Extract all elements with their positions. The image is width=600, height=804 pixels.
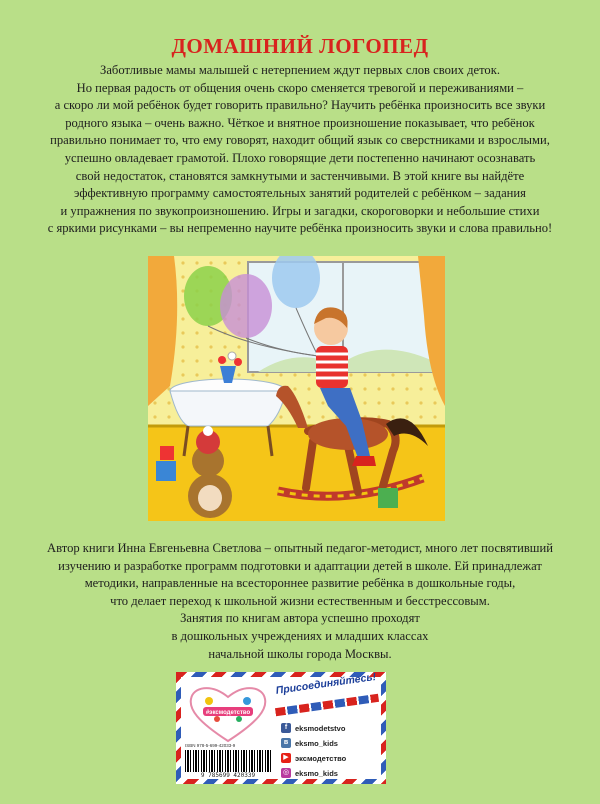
author-line: в дошкольных учреждениях и младших классах: [171, 628, 429, 643]
illustration-boy-rocking-horse: [148, 256, 445, 521]
author-text: [40, 540, 560, 663]
book-title: ДОМАШНИЙ ЛОГОПЕД: [171, 34, 429, 58]
author-line: Автор книги Инна Евгеньевна Светлова – опытный педагог-методист, много лет посвятивший: [47, 541, 553, 555]
join-label: Присоединяйтесь!: [275, 670, 377, 697]
social-link-instagram[interactable]: [281, 766, 381, 780]
youtube-icon: ▶: [281, 753, 291, 763]
intro-line: с яркими рисунками – вы непременно научите ребёнка произносить звуки и слова правильно!: [47, 221, 553, 236]
author-line: что делает переход к школьной жизни естественным и бесстрессовым.: [110, 593, 490, 608]
barcode: [185, 750, 271, 772]
heart-logo: [187, 683, 269, 751]
social-label: eksmo_kids: [295, 768, 338, 778]
facebook-icon: f: [281, 723, 291, 733]
social-label: eksmodetstvo: [295, 723, 346, 733]
publisher-sticker: [176, 672, 386, 784]
social-label: эксмодетство: [295, 753, 347, 763]
heart-label: #эксмодетство: [205, 710, 251, 716]
social-links: [281, 721, 381, 781]
intro-line: а скоро ли мой ребёнок будет говорить правильно? Научить ребёнка произносить все звуки: [54, 98, 546, 113]
intro-line: Но первая радость от общения очень скоро сменяется тревогой и переживаниями –: [76, 80, 524, 95]
vk-icon: в: [281, 738, 291, 748]
social-link-facebook[interactable]: [281, 721, 381, 735]
author-line: методики, направленные на всестороннее развитие ребёнка в дошкольные годы,: [84, 576, 516, 591]
intro-line: Заботливые мамы малышей с нетерпением ждут первых слов своих деток.: [100, 63, 500, 77]
intro-line: правильно понимает то, что ему говорят, находит общий язык со сверстниками и взрослыми,: [50, 133, 550, 148]
intro-line: родного языка – очень важно. Чёткое и внятное произношение показывает, что ребёнок: [65, 115, 535, 130]
social-link-vk[interactable]: [281, 736, 381, 750]
author-line: начальной школы города Москвы.: [208, 646, 392, 661]
isbn-text: ISBN 978-5-699-42033-9: [185, 743, 236, 748]
barcode-number: 9 785699 420339: [200, 772, 256, 779]
author-line: Занятия по книгам автора успешно проходят: [180, 611, 420, 626]
social-link-youtube[interactable]: [281, 751, 381, 765]
social-label: eksmo_kids: [295, 738, 338, 748]
heart-icon: [187, 683, 269, 745]
intro-line: свой недостаток, становятся замкнутыми и застенчивыми. В этой книге вы найдёте: [75, 168, 525, 183]
intro-line: и упражнения по звукопроизношению. Игры и загадки, скороговорки и небольшие стихи: [60, 203, 540, 218]
intro-line: эффективную программу самостоятельных занятий родителей с ребёнком – задания: [74, 186, 526, 201]
author-line: изучению и разработке программ подготовки и адаптации детей в школе. Ей принадлежат: [58, 558, 542, 573]
intro-line: успешно овладевает грамотой. Плохо говорящие дети постепенно начинают осознавать: [64, 150, 536, 165]
intro-text: [40, 62, 560, 238]
instagram-icon: ◎: [282, 769, 290, 776]
cover-illustration: [148, 256, 445, 521]
